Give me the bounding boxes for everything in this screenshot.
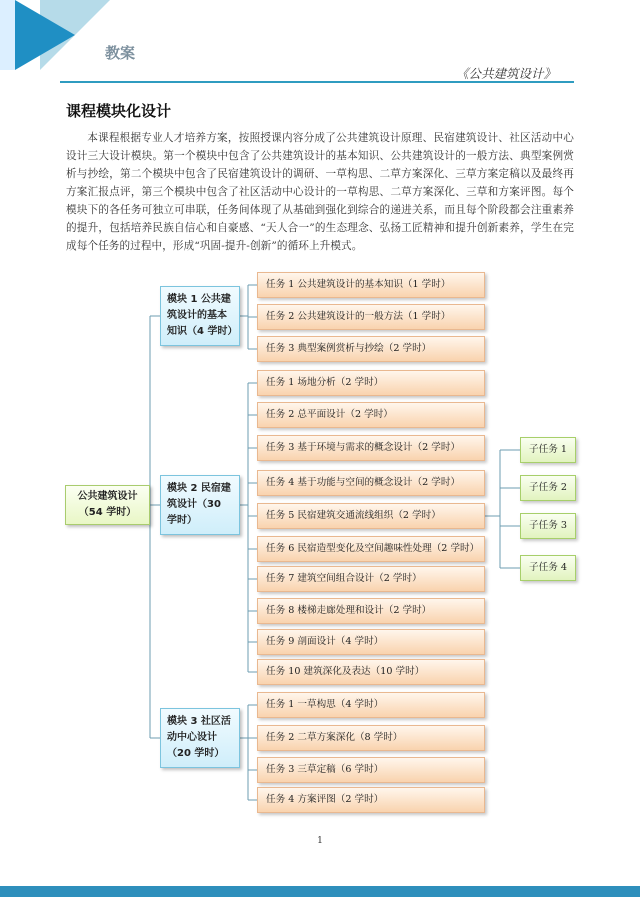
task-label: 任务 3 三草定稿（6 学时） [266,764,384,775]
module-2-node [160,475,240,535]
module-1-label: 模块 1 公共建筑设计的基本知识（4 学时） [167,294,238,337]
subtask-node [520,437,576,463]
root-hours: （54 学时） [78,507,137,518]
task-label: 任务 3 基于环境与需求的概念设计（2 学时） [266,442,461,453]
task-label: 任务 3 典型案例赏析与抄绘（2 学时） [266,343,432,354]
task-label: 任务 2 二草方案深化（8 学时） [266,732,403,743]
task-node [257,659,485,685]
subtask-label: 子任务 3 [529,520,567,531]
subtask-node [520,475,576,501]
module-3-node [160,708,240,768]
subtask-node [520,513,576,539]
subtask-label: 子任务 4 [529,562,567,573]
task-label: 任务 9 剖面设计（4 学时） [266,636,384,647]
task-label: 任务 6 民宿造型变化及空间趣味性处理（2 学时） [266,543,480,554]
section-title: 课程模块化设计 [66,102,172,120]
task-node [257,402,485,428]
subtask-node [520,555,576,581]
footer-bar [0,886,640,897]
task-label: 任务 1 场地分析（2 学时） [266,377,384,388]
subtask-label: 子任务 1 [529,444,567,455]
task-node [257,503,485,529]
task-node [257,566,485,592]
root-node [65,485,150,525]
module-1-node [160,286,240,346]
task-node [257,629,485,655]
task-node [257,787,485,813]
task-label: 任务 5 民宿建筑交通流线组织（2 学时） [266,510,441,521]
module-3-label: 模块 3 社区活动中心设计（20 学时） [167,716,231,759]
task-node [257,692,485,718]
task-node [257,304,485,330]
intro-paragraph: 本课程根据专业人才培养方案，按照授课内容分成了公共建筑设计原理、民宿建筑设计、社区活动中心设计三大设计模块。第一个模块中包含了公共建筑设计的基本知识、公共建筑设计的一般方法、典型案例赏析与抄绘，第二个模块中包含了民宿建筑设计的调研、一草构思、二草方案深化、三草方案定稿以及最终再方案汇报点评，第三个模块中包含了社区活动中心设计的一草构思、二草方案深化、三草和方案评图。每个模块下的各任务可独立可串联，任务间体现了从基础到强化到综合的递进关系，而且每个阶段都会注重素养的提升，包括培养民族自信心和自豪感、“天人合一”的生态理念、弘扬工匠精神和提升创新素养，学生在完成每个任务的过程中，形成“巩固-提升-创新”的循环上升模式。 [66,132,574,252]
task-label: 任务 4 基于功能与空间的概念设计（2 学时） [266,477,461,488]
task-node [257,725,485,751]
task-node [257,435,485,461]
task-label: 任务 2 公共建筑设计的一般方法（1 学时） [266,311,451,322]
task-node [257,470,485,496]
task-node [257,336,485,362]
task-label: 任务 1 公共建筑设计的基本知识（1 学时） [266,279,451,290]
task-node [257,536,485,562]
course-title: 《公共建筑设计》 [455,66,556,81]
task-label: 任务 1 一草构思（4 学时） [266,699,384,710]
subtask-label: 子任务 2 [529,482,567,493]
task-label: 任务 10 建筑深化及表达（10 学时） [266,666,425,677]
module-2-label: 模块 2 民宿建筑设计（30 学时） [167,483,231,526]
task-label: 任务 7 建筑空间组合设计（2 学时） [266,573,422,584]
header-tag: 教案 [105,44,136,62]
task-node [257,757,485,783]
task-label: 任务 2 总平面设计（2 学时） [266,409,393,420]
page-number: 1 [317,836,323,846]
task-label: 任务 8 楼梯走廊处理和设计（2 学时） [266,605,432,616]
task-node [257,370,485,396]
root-title: 公共建筑设计 [77,491,138,502]
task-label: 任务 4 方案评图（2 学时） [266,794,384,805]
task-node [257,272,485,298]
task-node [257,598,485,624]
